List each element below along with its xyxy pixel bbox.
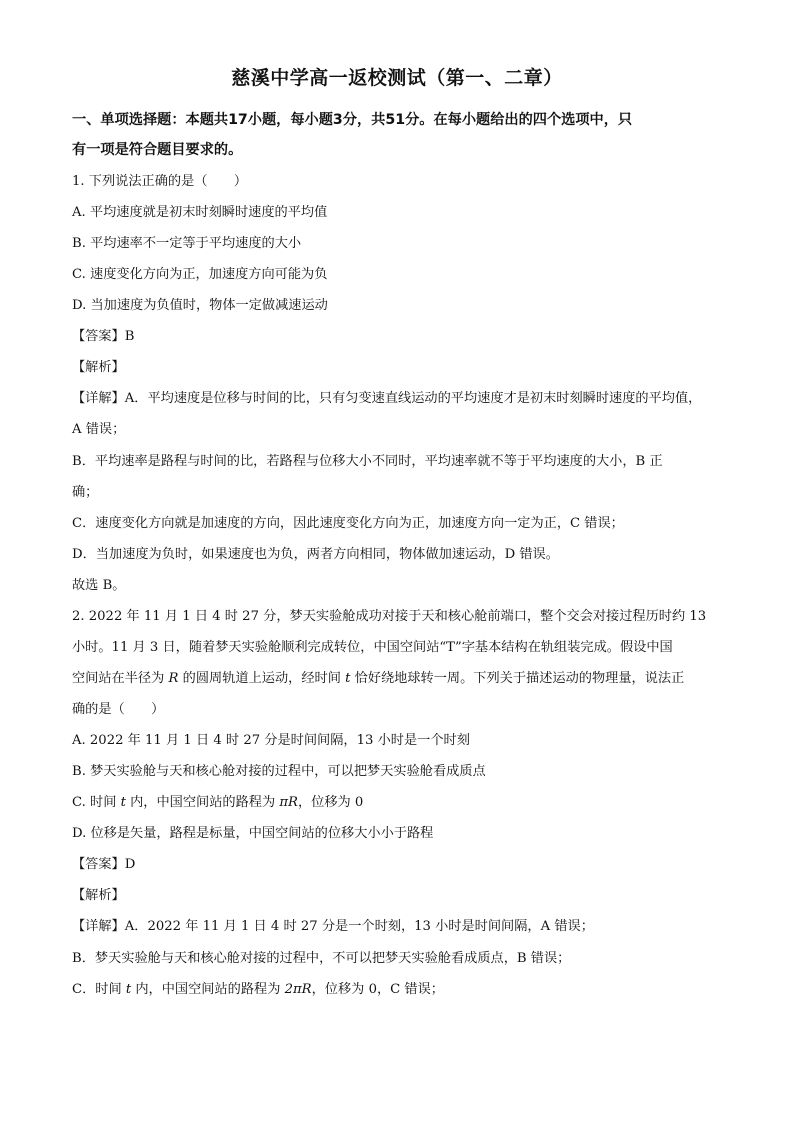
q2-detail-line: C．时间 t 内，中国空间站的路程为 2πR，位移为 0，C 错误； <box>72 982 444 997</box>
q2-analysis-label: 【解析】 <box>72 888 125 903</box>
q2-stem-line: 确的是（ ） <box>72 702 165 717</box>
q2-answer: 【答案】D <box>72 857 136 872</box>
q1-option-c: C. 速度变化方向为正，加速度方向可能为负 <box>72 267 328 282</box>
q1-answer: 【答案】B <box>72 329 135 344</box>
q2-option-a: A. 2022 年 11 月 1 日 4 时 27 分是时间间隔，13 小时是一个时刻 <box>72 733 470 748</box>
q2-stem-line: 2. 2022 年 11 月 1 日 4 时 27 分，梦天实验舱成功对接于天和核心舱前端口，整个交会对接过程历时约 13 <box>72 609 707 624</box>
math-var-t: t <box>125 982 132 997</box>
q1-detail-line: 【详解】A．平均速度是位移与时间的比，只有匀变速直线运动的平均速度才是初末时刻瞬时速度的平均值， <box>72 391 702 406</box>
q2-option-c: C. 时间 t 内，中国空间站的路程为 πR，位移为 0 <box>72 795 364 810</box>
math-expr-2pir: 2πR <box>284 982 312 997</box>
q2-option-b: B. 梦天实验舱与天和核心舱对接的过程中，可以把梦天实验舱看成质点 <box>72 764 486 779</box>
page-title: 慈溪中学高一返校测试（第一、二章） <box>231 67 563 89</box>
math-var-r: R <box>168 671 179 686</box>
q1-conclusion: 故选 B。 <box>72 578 126 593</box>
q1-detail-line: C．速度变化方向就是加速度的方向，因此速度变化方向为正，加速度方向一定为正，C 错误； <box>72 516 624 531</box>
q2-detail-line: B．梦天实验舱与天和核心舱对接的过程中，不可以把梦天实验舱看成质点，B 错误； <box>72 951 571 966</box>
q1-option-d: D. 当加速度为负值时，物体一定做减速运动 <box>72 298 328 313</box>
q1-detail-line: D．当加速度为负时，如果速度也为负，两者方向相同，物体做加速运动，D 错误。 <box>72 547 559 562</box>
q1-stem: 1. 下列说法正确的是（ ） <box>72 174 248 189</box>
q2-detail-line: 【详解】A．2022 年 11 月 1 日 4 时 27 分是一个时刻，13 小时是时间间隔，A 错误； <box>72 919 594 934</box>
q2-option-d: D. 位移是矢量，路程是标量，中国空间站的位移大小小于路程 <box>72 826 434 841</box>
section-heading: 一、单项选择题：本题共17小题，每小题3分，共51分。在每小题给出的四个选项中，只 <box>72 112 633 128</box>
math-expr-pir: πR <box>279 795 298 810</box>
q2-stem-line: 小时。11 月 3 日，随着梦天实验舱顺利完成转位，中国空间站“T”字基本结构在轨组装完成。假设中国 <box>72 640 673 655</box>
math-var-t: t <box>345 671 351 686</box>
q1-detail-line: A 错误； <box>72 422 126 437</box>
math-var-t: t <box>120 795 126 810</box>
q1-option-b: B. 平均速率不一定等于平均速度的大小 <box>72 236 302 251</box>
q1-detail-line: 确； <box>72 485 99 500</box>
section-heading-cont: 有一项是符合题目要求的。 <box>72 142 243 158</box>
q1-option-a: A. 平均速度就是初末时刻瞬时速度的平均值 <box>72 205 328 220</box>
q2-stem-line: 空间站在半径为 R 的圆周轨道上运动，经时间 t 恰好绕地球转一周。下列关于描述运动的物理量，说法正 <box>72 671 685 686</box>
q1-detail-line: B．平均速率是路程与时间的比，若路程与位移大小不同时，平均速率就不等于平均速度的大小，B 正 <box>72 454 663 469</box>
q1-analysis-label: 【解析】 <box>72 360 125 375</box>
